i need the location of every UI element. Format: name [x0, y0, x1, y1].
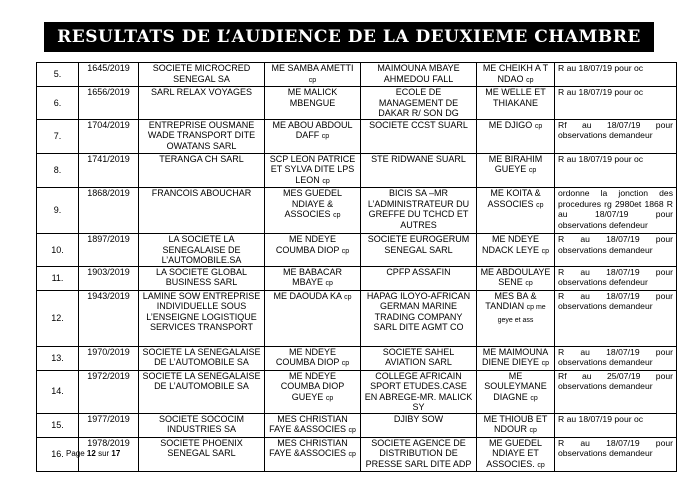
defendant-lawyer-cell	[477, 153, 555, 188]
plaintiff: ENTREPRISE OUSMANE WADE TRANSPORT DITE OWATANS SARL	[147, 119, 256, 151]
table-row	[37, 63, 677, 87]
plaintiff-cell	[139, 266, 265, 290]
plaintiff-lawyer: ME ABOU ABDOUL DAFF	[272, 119, 353, 140]
decision: Rf au 18/07/19 pour observations demandeur	[558, 119, 673, 140]
row-number-cell	[37, 119, 79, 153]
plaintiff-cell	[139, 153, 265, 188]
decision: R au 18/07/19 pour observations demandeur	[558, 234, 673, 255]
defendant: HAPAG ILOYO-AFRICAN GERMAN MARINE TRADING COMPANY SARL DITE AGMT CO	[366, 290, 471, 332]
decision-cell	[555, 87, 677, 120]
case-number-cell	[79, 234, 139, 267]
defendant-lawyer: ME MAIMOUNA DIENE DIEYE	[482, 346, 549, 367]
defendant-lawyer: ME SOULEYMANE DIAGNE	[484, 370, 547, 402]
row-number: 9.	[53, 205, 62, 216]
plaintiff-lawyer-cell	[265, 437, 361, 472]
case-number: 1897/2019	[87, 234, 130, 244]
plaintiff: LA SOCIETE LA SENEGALAISE DE L’AUTOMOBILE.SA	[161, 234, 242, 265]
plaintiff-lawyer-cp: cp	[308, 76, 317, 84]
case-number: 1943/2019	[87, 290, 130, 301]
plaintiff-lawyer: MES CHRISTIAN FAYE &ASSOCIES	[269, 437, 348, 458]
plaintiff-cell	[139, 370, 265, 413]
plaintiff-lawyer: MES CHRISTIAN FAYE &ASSOCIES	[269, 413, 348, 434]
case-number-cell	[79, 290, 139, 346]
defendant-cell	[361, 234, 477, 267]
defendant-lawyer-cell	[477, 413, 555, 437]
plaintiff-lawyer-cell	[265, 63, 361, 87]
defendant: STE RIDWANE SUARL	[371, 153, 466, 164]
plaintiff-lawyer-cell	[265, 370, 361, 413]
defendant-lawyer-cell	[477, 266, 555, 290]
plaintiff: SOCIETE LA SENEGALAISE DE L’AUTOMOBILE SA	[142, 370, 261, 391]
defendant-lawyer-cp: cp	[541, 247, 549, 255]
plaintiff: LAMINE SOW ENTREPRISE INDIVIDUELLE SOUS L’ENSEIGNE LOGISTIQUE SERVICES TRANSPORT	[142, 290, 261, 332]
case-number: 1656/2019	[87, 87, 130, 97]
row-number-cell	[37, 266, 79, 290]
plaintiff-lawyer-cell	[265, 234, 361, 267]
decision: R au 18/07/19 pour oc	[558, 87, 644, 97]
case-number: 1741/2019	[87, 153, 130, 164]
plaintiff-lawyer-cp: cp	[321, 133, 330, 140]
defendant-lawyer: ME KOITA & ASSOCIES	[487, 188, 541, 209]
plaintiff-lawyer: ME MALICK MBENGUE	[287, 87, 338, 108]
case-number-cell	[79, 153, 139, 188]
plaintiff-cell	[139, 413, 265, 437]
defendant-lawyer: ME ABDOULAYE SENE	[480, 266, 551, 287]
row-number: 12.	[51, 312, 64, 323]
defendant: DJIBY SOW	[393, 413, 444, 424]
plaintiff-lawyer: ME NDEYE COUMBA DIOP GUEYE	[280, 370, 345, 402]
defendant-lawyer-cp: cp	[541, 360, 549, 367]
defendant-lawyer-cell	[477, 437, 555, 472]
defendant-cell	[361, 119, 477, 153]
plaintiff-lawyer: ME BABACAR MBAYE	[282, 266, 342, 287]
plaintiff-cell	[139, 63, 265, 87]
table-row	[37, 370, 677, 413]
page-label: Page	[66, 449, 85, 458]
decision: R au 18/07/19 pour oc	[558, 413, 644, 424]
plaintiff-lawyer: SCP LEON PATRICE ET SYLVA DITE LPS LEON	[269, 153, 356, 185]
plaintiff-lawyer-cp: cp	[344, 293, 352, 301]
case-number-cell	[79, 119, 139, 153]
defendant-lawyer: ME THIOUB ET NDOUR	[483, 413, 548, 434]
defendant-lawyer-cell	[477, 63, 555, 87]
defendant-cell	[361, 63, 477, 87]
plaintiff-lawyer-cp: cp	[341, 360, 350, 367]
plaintiff-lawyer-cell	[265, 346, 361, 370]
row-number-cell	[37, 370, 79, 413]
plaintiff-lawyer: ME DAOUDA KA	[273, 290, 342, 301]
page-footer	[66, 449, 120, 458]
defendant-lawyer: ME GUEDEL NDIAYE ET ASSOCIES.	[486, 437, 542, 469]
page-title: RESULTATS DE L’AUDIENCE DE LA DEUXIEME CHAMBRE	[44, 22, 654, 52]
table-row	[37, 266, 677, 290]
decision-cell	[555, 153, 677, 188]
decision-cell	[555, 188, 677, 234]
row-number-cell	[37, 290, 79, 346]
defendant-lawyer: MES BA & TANDIAN	[485, 290, 537, 311]
page-total: 17	[111, 449, 121, 458]
plaintiff-lawyer-cell	[265, 413, 361, 437]
decision-cell	[555, 437, 677, 472]
plaintiff-cell	[139, 290, 265, 346]
defendant-cell	[361, 87, 477, 120]
decision: R au 18/07/19 pour observations demandeur	[558, 290, 673, 311]
plaintiff-lawyer-cp: cp	[348, 427, 356, 434]
defendant-lawyer: ME CHEIKH A T NDAO	[482, 63, 549, 84]
plaintiff-cell	[139, 188, 265, 234]
case-number: 1977/2019	[87, 413, 130, 424]
decision-cell	[555, 234, 677, 267]
defendant-lawyer-cell	[477, 370, 555, 413]
defendant: COLLEGE AFRICAIN SPORT ETUDES.CASE EN ABREGE-MR. MALICK SY	[364, 370, 473, 412]
plaintiff-lawyer: ME NDEYE COUMBA DIOP	[275, 234, 340, 255]
row-number: 8.	[53, 165, 62, 175]
plaintiff-lawyer-cell	[265, 119, 361, 153]
case-number: 1978/2019	[87, 437, 130, 448]
decision-cell	[555, 370, 677, 413]
row-number: 10.	[51, 244, 64, 255]
defendant-lawyer-cp: cp	[526, 76, 534, 84]
defendant-lawyer: ME BIRAHIM GUEYE	[488, 153, 543, 174]
case-number: 1868/2019	[87, 188, 130, 198]
plaintiff-cell	[139, 87, 265, 120]
defendant: MAIMOUNA MBAYE AHMEDOU FALL	[377, 63, 460, 84]
defendant-cell	[361, 153, 477, 188]
defendant: ECOLE DE MANAGEMENT DE DAKAR R/ SON DG	[378, 87, 459, 118]
decision: R au 18/07/19 pour observations demandeur	[558, 346, 673, 367]
plaintiff-lawyer-cp: cp	[341, 247, 350, 255]
defendant-lawyer-cell	[477, 87, 555, 120]
decision-cell	[555, 290, 677, 346]
case-number-cell	[79, 346, 139, 370]
case-number: 1972/2019	[87, 370, 130, 381]
plaintiff-lawyer: ME SAMBA AMETTI	[271, 63, 354, 73]
decision: Rf au 25/07/19 pour observations demandeur	[558, 370, 673, 391]
plaintiff-lawyer-cell	[265, 153, 361, 188]
plaintiff: FRANCOIS ABOUCHAR	[151, 188, 252, 198]
plaintiff: SOCIETE PHOENIX SENEGAL SARL	[160, 437, 243, 458]
plaintiff-lawyer-cell	[265, 188, 361, 234]
row-number: 13.	[51, 352, 64, 363]
results-table	[36, 62, 677, 472]
table-row	[37, 234, 677, 267]
defendant-lawyer-cp: cp	[537, 461, 545, 469]
plaintiff-lawyer-cp: cp	[325, 280, 333, 287]
defendant-cell	[361, 437, 477, 472]
defendant-lawyer-cp: cp me geye et ass	[497, 304, 546, 324]
row-number: 5.	[53, 69, 62, 80]
decision-cell	[555, 63, 677, 87]
defendant-lawyer-cp: cp	[534, 122, 543, 130]
table-row	[37, 413, 677, 437]
defendant-lawyer: ME WELLE ET THIAKANE	[485, 87, 546, 108]
defendant-lawyer-cp: cp	[528, 167, 537, 174]
row-number-cell	[37, 87, 79, 120]
table-row	[37, 188, 677, 234]
plaintiff-lawyer-cell	[265, 87, 361, 120]
decision: ordonne la jonction des procedures rg 2980et 1868 R au 18/07/19 pour observations defendeur	[558, 188, 673, 230]
plaintiff-lawyer-cell	[265, 290, 361, 346]
defendant-lawyer-cell	[477, 234, 555, 267]
case-number-cell	[79, 266, 139, 290]
decision: R au 18/07/19 pour oc	[558, 153, 644, 164]
defendant: BICIS SA –MR L’ADMINISTRATEUR DU GREFFE DU TCHCD ET AUTRES	[367, 188, 470, 230]
plaintiff-cell	[139, 119, 265, 153]
defendant-cell	[361, 266, 477, 290]
defendant-cell	[361, 290, 477, 346]
plaintiff: SOCIETE LA SENEGALAISE DE L’AUTOMOBILE SA	[142, 346, 261, 367]
decision-cell	[555, 266, 677, 290]
decision: R au 18/07/19 pour oc	[558, 63, 644, 73]
case-number-cell	[79, 87, 139, 120]
defendant-lawyer-cp: cp	[530, 394, 538, 402]
plaintiff-lawyer: MES GUEDEL NDIAYE & ASSOCIES	[282, 188, 342, 219]
row-number-cell	[37, 188, 79, 234]
defendant-lawyer-cell	[477, 290, 555, 346]
defendant: SOCIETE CCST SUARL	[369, 119, 468, 130]
table-row	[37, 346, 677, 370]
defendant-lawyer-cp: cp	[529, 427, 537, 434]
defendant-lawyer-cp: cp	[525, 280, 533, 287]
defendant-cell	[361, 188, 477, 234]
row-number: 15.	[51, 419, 64, 430]
case-number-cell	[79, 188, 139, 234]
decision: R au 18/07/19 pour observations demandeur	[558, 437, 673, 458]
plaintiff-lawyer-cell	[265, 266, 361, 290]
plaintiff-lawyer-cp: cp	[333, 212, 341, 219]
plaintiff-cell	[139, 437, 265, 472]
defendant-lawyer-cp: cp	[536, 201, 544, 209]
page-current: 12	[86, 449, 96, 458]
case-number: 1903/2019	[87, 266, 130, 277]
plaintiff-lawyer-cp: cp	[348, 451, 356, 458]
table-row	[37, 119, 677, 153]
case-number: 1970/2019	[87, 346, 130, 357]
defendant-lawyer-cell	[477, 119, 555, 153]
table-row	[37, 290, 677, 346]
table-row	[37, 87, 677, 120]
row-number: 7.	[53, 130, 62, 141]
page-sep: sur	[98, 449, 110, 458]
decision: R au 18/07/19 pour observations defendeur	[558, 266, 673, 287]
defendant-cell	[361, 346, 477, 370]
decision-cell	[555, 346, 677, 370]
case-number-cell	[79, 63, 139, 87]
table-row	[37, 437, 677, 472]
row-number-cell	[37, 63, 79, 87]
defendant: SOCIETE AGENCE DE DISTRIBUTION DE PRESSE SARL DITE ADP	[365, 437, 472, 469]
decision-cell	[555, 119, 677, 153]
plaintiff-cell	[139, 234, 265, 267]
table-row	[37, 153, 677, 188]
plaintiff: TERANGA CH SARL	[159, 153, 244, 164]
defendant: SOCIETE SAHEL AVIATION SARL	[382, 346, 455, 367]
plaintiff: SARL RELAX VOYAGES	[150, 87, 253, 97]
defendant: CPFP ASSAFIN	[386, 266, 451, 277]
decision-cell	[555, 413, 677, 437]
defendant-lawyer: ME NDEYE NDACK LEYE	[482, 234, 540, 255]
row-number: 11.	[51, 272, 64, 283]
defendant-lawyer-cell	[477, 346, 555, 370]
row-number-cell	[37, 346, 79, 370]
plaintiff-lawyer: ME NDEYE COUMBA DIOP	[275, 346, 340, 367]
plaintiff-lawyer-cp: cp	[325, 394, 334, 402]
defendant: SOCIETE EUROGERUM SENEGAL SARL	[367, 234, 470, 255]
results-table-body	[37, 63, 677, 472]
defendant-cell	[361, 370, 477, 413]
defendant-cell	[361, 413, 477, 437]
defendant-lawyer-cell	[477, 188, 555, 234]
row-number-cell	[37, 413, 79, 437]
row-number-cell	[37, 234, 79, 267]
plaintiff-lawyer-cp: cp	[322, 177, 330, 185]
row-number: 14.	[51, 386, 64, 397]
case-number: 1645/2019	[87, 63, 130, 73]
plaintiff: SOCIETE MICROCRED SENEGAL SA	[152, 63, 251, 84]
plaintiff: LA SOCIETE GLOBAL BUSINESS SARL	[155, 266, 248, 287]
row-number-cell	[37, 153, 79, 188]
row-number: 16.	[51, 449, 64, 459]
plaintiff-cell	[139, 346, 265, 370]
case-number-cell	[79, 413, 139, 437]
case-number-cell	[79, 370, 139, 413]
row-number: 6.	[53, 97, 62, 108]
case-number: 1704/2019	[87, 119, 130, 130]
plaintiff: SOCIETE SOCOCIM INDUSTRIES SA	[158, 413, 244, 434]
defendant-lawyer: ME DJIGO	[488, 119, 533, 130]
